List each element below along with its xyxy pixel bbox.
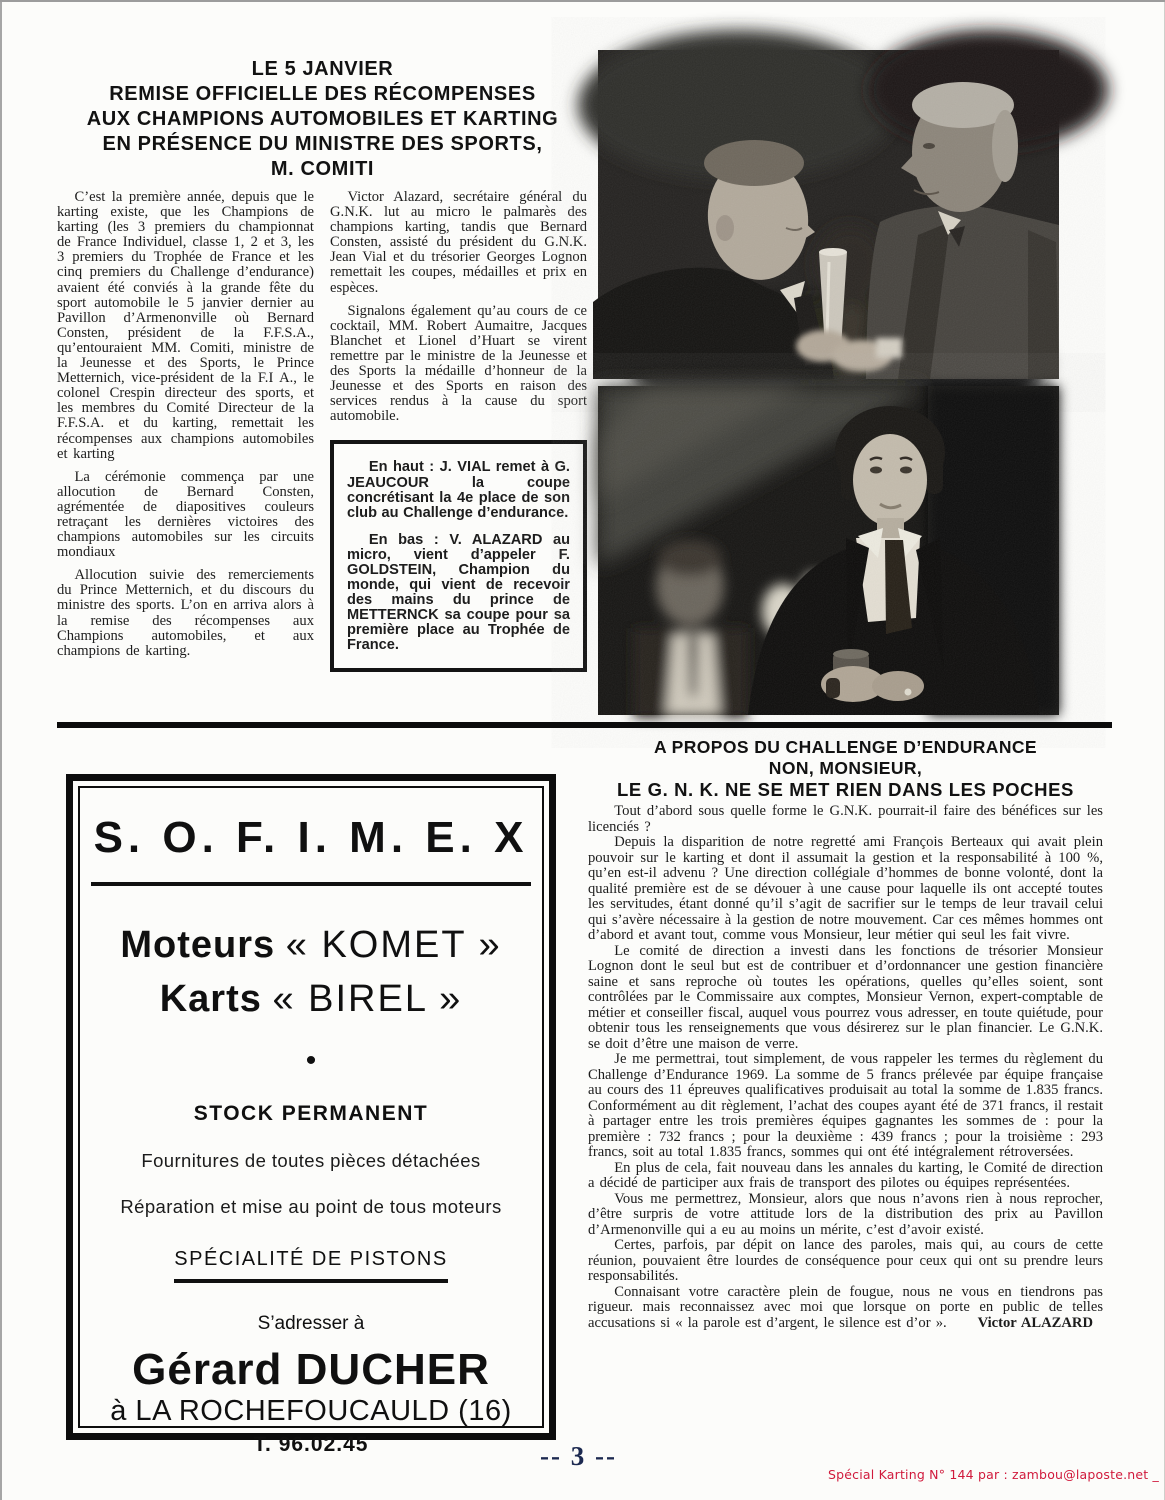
- ad-product-motors: [80, 924, 542, 966]
- bottom-article-body: [588, 804, 1103, 1331]
- headline-line: AUX CHAMPIONS AUTOMOBILES ET KARTING: [86, 108, 559, 130]
- paragraph: C’est la première année, depuis que le karting existe, que les Champions de karting (les 3 premiers du championnat de France Individuel, classe 1, 2 et 3, les 3 premiers du Trophée de France et les cinq premiers du Challenge d’endurance) avaient été conviés à la grande fête du sport automobile le 5 janvier dernier au Pavillon d’Armenonville où Bernard Consten, président de la F.F.S.A., qu’entouraient MM. Comiti, ministre de la Jeunesse et des Sports, le Prince Metternich, vice-président de la F.I A., le colonel Crespin directeur des sports, et les membres du Comité Directeur de la F.F.S.A. et du karting, remettait les récompenses aux champions automobiles et karting: [57, 189, 314, 462]
- column-left: [57, 190, 314, 672]
- paragraph: Signalons également qu’au cours de ce cocktail, MM. Robert Aumaitre, Jacques Blanchet et Lionel d’Huart se virent remettre par le ministre de la Jeunesse et des Sports la médaille d’honneur de la Jeunesse et des Sports en raison des services rendus à la cause du sport automobile.: [330, 302, 587, 425]
- sofimex-ad-box: [66, 774, 556, 1456]
- top-article: [57, 57, 588, 672]
- paragraph: En plus de cela, fait nouveau dans les annales du karting, le Comité de direction a décidé de participer aux frais de transport des pilotes ou équipes représentées.: [588, 1159, 1103, 1191]
- page-number: -- 3 --: [540, 1441, 617, 1471]
- bottom-article: [588, 737, 1103, 1331]
- ad-product-label: Moteurs: [120, 924, 276, 966]
- paragraph: Vous me permettrez, Monsieur, alors que nous n’avons rien à nous reprocher, d’être surpris de votre attitude lors de la distribution des prix au Pavillon d’Armenonville qui a eu au moins un mérite, c’est d’avoir existé.: [588, 1190, 1103, 1238]
- paragraph: Certes, parfois, par dépit on lance des paroles, mais qui, au cours de cette réunion, pouvaient être lourdes de conséquence pour ceux qui ont su prendre leurs responsabilités.: [588, 1237, 1103, 1284]
- caption-paragraph: En haut : J. VIAL remet à G. JEAUCOUR la coupe concrétisant la 4e place de son club au Challenge d’endurance.: [347, 459, 570, 521]
- photo-column: [598, 50, 1059, 715]
- bottom-article-title: [588, 737, 1103, 801]
- ad-brand-name: S. O. F. I. M. E. X: [93, 813, 529, 862]
- footer-credit: Spécial Karting N° 144 par : zambou@laposte.net _: [827, 1467, 1159, 1482]
- author-signature: Victor ALAZARD: [977, 1314, 1093, 1331]
- ad-bullet-separator: •: [305, 1044, 317, 1077]
- paragraph: Tout d’abord sous quelle forme le G.N.K. pourrait-il faire des bénéfices sur les licenciés ?: [588, 803, 1103, 835]
- headline-line: REMISE OFFICIELLE DES RÉCOMPENSES: [109, 83, 536, 105]
- ad-stock-line: STOCK PERMANENT: [193, 1102, 429, 1125]
- paragraph-text: Connaisant votre caractère plein de fougue, nous ne vous en tiendrons pas rigueur. mais reconnaissez avec moi que lorsque on porte en public de telles accusations si « la parole est d’argent, le silence est d’or ».: [588, 1283, 1103, 1331]
- photo-trophy-handover: [598, 50, 1059, 379]
- paragraph: Victor Alazard, secrétaire général du G.N.K. lut au micro le palmarès des champions karting, tandis que Bernard Consten, assisté du président du G.N.K. Jean Vial et du trésorier Georges Lognon remettait les coupes, médailles et prix en espèces.: [330, 189, 587, 296]
- caption-paragraph: En bas : V. ALAZARD au micro, vient d’appeler F. GOLDSTEIN, Champion du monde, qui vient de recevoir des mains du prince de METTERNCK sa coupe pour sa première place au Trophée de France.: [347, 531, 570, 654]
- ad-product-label: Karts: [159, 978, 262, 1020]
- title-line: A PROPOS DU CHALLENGE D’ENDURANCE: [654, 737, 1037, 757]
- ad-contact-phone: T. 96.02.45: [253, 1433, 369, 1456]
- headline-line: LE 5 JANVIER: [251, 58, 394, 80]
- sofimex-ad-inner: [78, 786, 544, 1456]
- title-line: NON, MONSIEUR,: [768, 758, 923, 778]
- title-line: LE G. N. K. NE SE MET RIEN DANS LES POCHES: [617, 779, 1074, 800]
- paragraph: La cérémonie commença par une allocution de Bernard Consten, agrémentée de diapositives couleurs retraçant les dernières victoires des champions automobiles sur les circuits mondiaux: [57, 468, 314, 561]
- ad-product-name: « KOMET »: [285, 924, 502, 966]
- ad-contact-name: Gérard DUCHER: [132, 1345, 490, 1394]
- top-article-headline: [57, 57, 588, 182]
- photo-caption-box: [330, 440, 587, 671]
- paragraph: Je me permettrai, tout simplement, de vous rappeler les termes du règlement du Challenge d’Endurance 1969. La somme de 5 francs prélevée par équipe française au cours des 11 épreuves qualificatives produisait au total la somme de 1.835 francs. Conformément au dit règlement, l’achat des coupes ayant été de 371 francs, il restait à partager entre les trois premières équipes gagnantes les sommes de : pour la première : 732 francs ; pour la deuxième : 439 francs ; pour la troisième : 293 francs, soit au total 1.835 francs, sommes qui ont été intégralement rétroversées.: [588, 1051, 1103, 1160]
- column-right: [330, 190, 587, 672]
- photo-champion-with-cup: [598, 386, 1059, 715]
- headline-line: EN PRÉSENCE DU MINISTRE DES SPORTS,: [102, 133, 543, 155]
- paragraph: Depuis la disparition de notre regretté ami François Berteaux qui avait plein pouvoir sur le karting et dont il assumait la gestion et la responsabilité à 100 %, qu’en est-il advenu ? Une direction collégiale d’hommes de bonne volonté, dont la qualité première est de se dévouer à une cause pour laquelle ils ont accepté toutes les servitudes, étant donné qu’il s’agit de sacrifier sur le temps de leur travail celui qui s’avère nécessaire à la gestion de notre mouvement. Car ces mêmes hommes ont d’abord et avant tout, comme vous Monsieur, leur métier qui seul les fait vivre.: [588, 834, 1103, 943]
- paragraph-with-signature: [588, 1285, 1103, 1332]
- top-article-columns: [57, 190, 588, 672]
- section-divider-rule: [57, 722, 1112, 728]
- ad-brand-underline: [91, 882, 531, 886]
- ad-contact-city: à LA ROCHEFOUCAULD (16): [110, 1395, 512, 1427]
- ad-specialty-line: SPÉCIALITÉ DE PISTONS: [174, 1248, 447, 1283]
- ad-contact-intro: S’adresser à: [257, 1313, 365, 1334]
- headline-line: M. COMITI: [270, 158, 375, 180]
- paragraph: Le comité de direction a investi dans les fonctions de trésorier Monsieur Lognon dont le seul but est de contribuer et d’ordonnancer une gestion financière saine et sans reproche où toutes les opérations, quelles qu’elles soient, sont contrôlées par le Commissaire aux comptes, Monsieur Vernon, expert-comptable de métier et conseiller fiscal, auquel vous pourrez vous adresser, en toute quiétude, pour obtenir tous les renseignements que vous désirerez sur le plan financier. Le G.N.K. se doit d’être une maison de verre.: [588, 942, 1103, 1052]
- ad-service-line: Fournitures de toutes pièces détachées: [141, 1150, 481, 1171]
- paragraph: Allocution suivie des remerciements du Prince Metternich, et du discours du ministre des sports. L’on en arriva alors à la remise des récompenses aux Champions automobiles, et aux champions de karting.: [57, 567, 314, 659]
- ad-product-name: « BIREL »: [272, 978, 463, 1020]
- ad-product-karts: [80, 978, 542, 1020]
- ad-service-line: Réparation et mise au point de tous moteurs: [120, 1196, 502, 1217]
